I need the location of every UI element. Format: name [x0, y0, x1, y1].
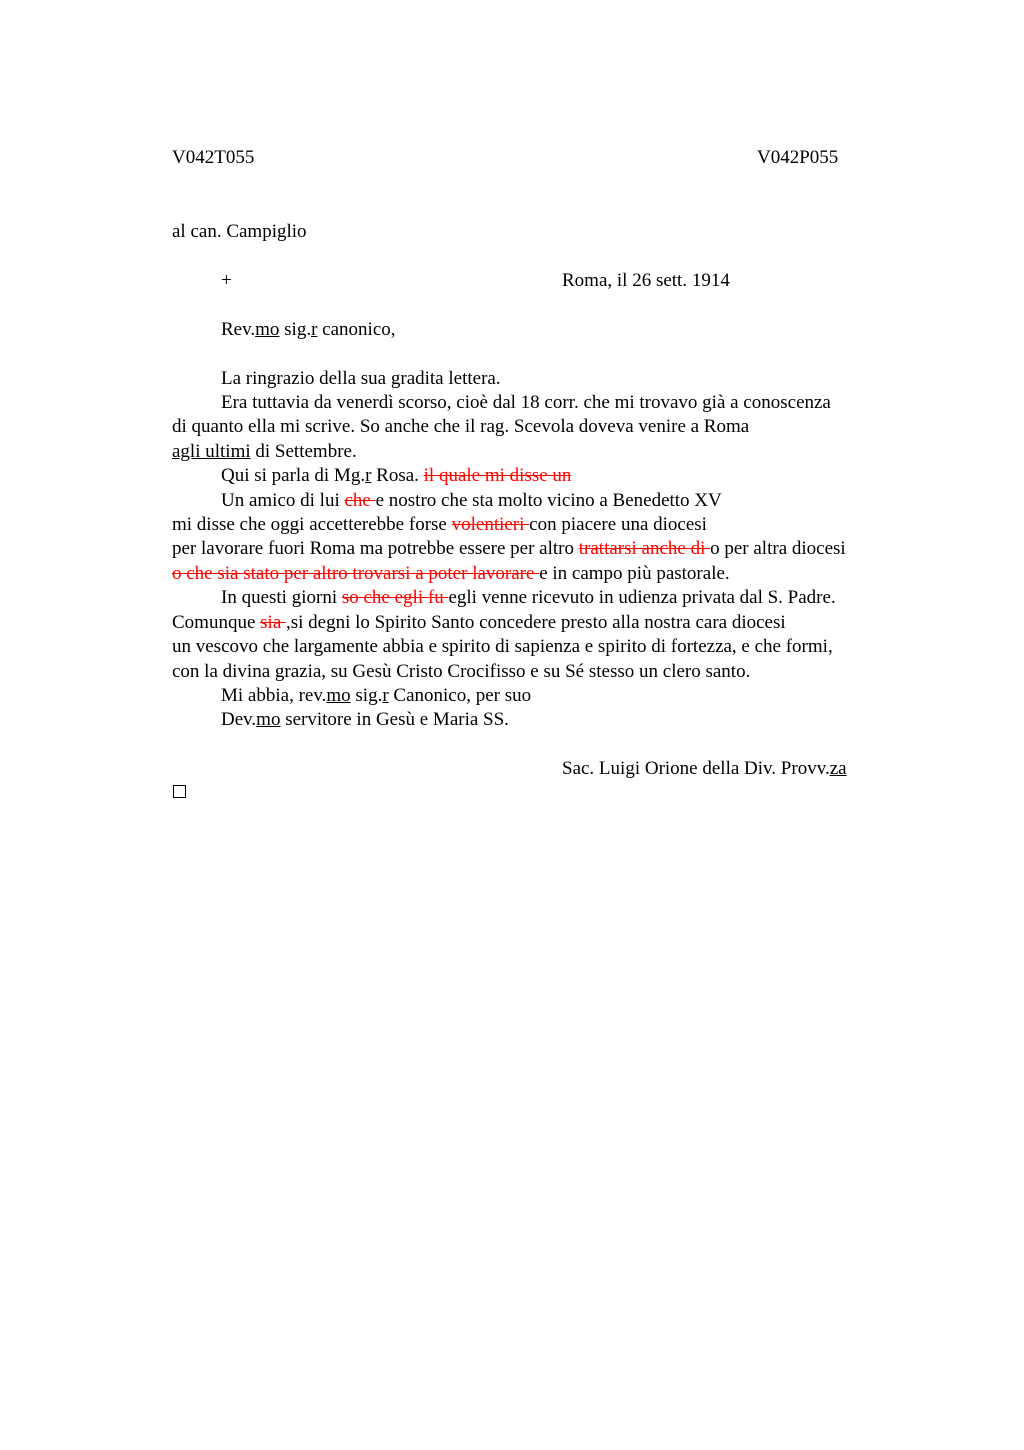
body-line: per lavorare fuori Roma ma potrebbe essere per altro trattarsi anche di o per altra diocesi: [172, 538, 846, 559]
deleted-text: che: [344, 490, 376, 511]
document-code-right: V042P055: [757, 147, 839, 168]
body-line: di quanto ella mi scrive. So anche che il rag. Scevola doveva venire a Roma: [172, 416, 750, 437]
document-code-left: V042T055: [172, 147, 255, 168]
signature: Sac. Luigi Orione della Div. Provv.za: [562, 758, 847, 779]
body-line: Comunque sia ,si degni lo Spirito Santo concedere presto alla nostra cara diocesi: [172, 612, 786, 633]
body-line: un vescovo che largamente abbia e spirito di sapienza e spirito di fortezza, e che formi,: [172, 636, 833, 657]
deleted-text: so che egli fu: [341, 587, 449, 608]
square-outline-icon: [173, 785, 186, 798]
body-line: Mi abbia, rev.mo sig.r Canonico, per suo: [221, 685, 532, 706]
deleted-text: volentieri: [451, 514, 530, 535]
cross-symbol: +: [221, 270, 232, 291]
body-line: con la divina grazia, su Gesù Cristo Crocifisso e su Sé stesso un clero santo.: [172, 661, 751, 682]
body-line: Qui si parla di Mg.r Rosa. il quale mi disse un: [221, 465, 572, 486]
body-line: mi disse che oggi accetterebbe forse volentieri con piacere una diocesi: [172, 514, 707, 535]
deleted-text: trattarsi anche di: [578, 538, 711, 559]
salutation: Rev.mo sig.r canonico,: [221, 319, 396, 340]
place-date: Roma, il 26 sett. 1914: [562, 270, 730, 291]
body-line: Dev.mo servitore in Gesù e Maria SS.: [221, 709, 509, 730]
deleted-text: il quale mi disse un: [423, 465, 572, 486]
body-line: o che sia stato per altro trovarsi a poter lavorare e in campo più pastorale.: [172, 563, 730, 584]
body-line: Un amico di lui che e nostro che sta molto vicino a Benedetto XV: [221, 490, 722, 511]
deleted-text: o che sia stato per altro trovarsi a poter lavorare: [172, 563, 540, 584]
addressee: al can. Campiglio: [172, 221, 307, 242]
deleted-text: sia: [260, 612, 286, 633]
body-line: Era tuttavia da venerdì scorso, cioè dal 18 corr. che mi trovavo già a conoscenza: [221, 392, 831, 413]
body-line: In questi giorni so che egli fu egli venne ricevuto in udienza privata dal S. Padre.: [221, 587, 836, 608]
body-line: La ringrazio della sua gradita lettera.: [221, 368, 501, 389]
body-line: agli ultimi di Settembre.: [172, 441, 357, 462]
